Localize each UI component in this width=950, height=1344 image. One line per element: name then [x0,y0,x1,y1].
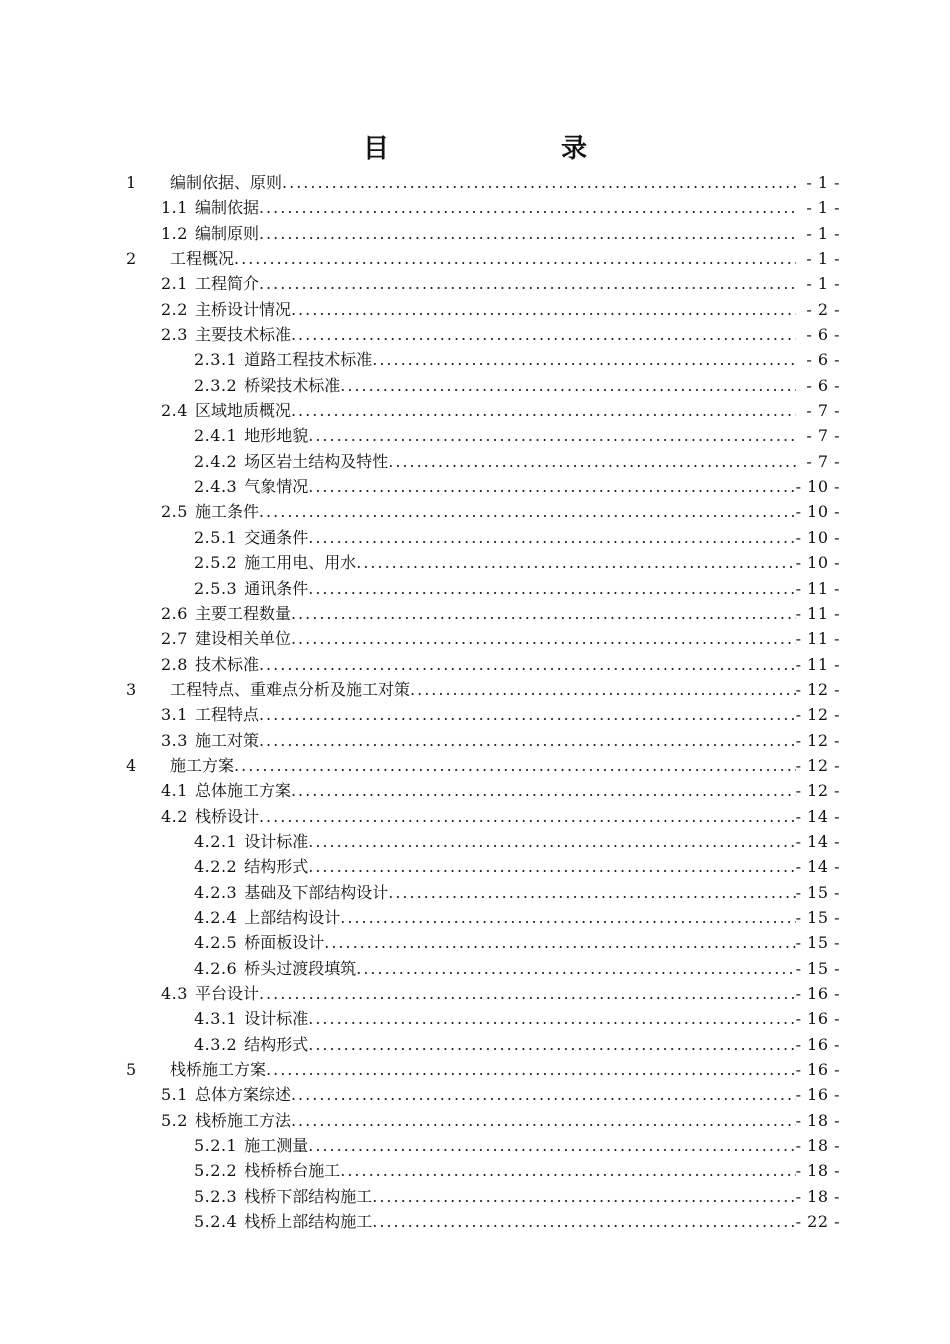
toc-entry[interactable] [120,297,840,322]
toc-entry[interactable] [120,322,840,347]
toc-entry-number: 5 [126,1060,137,1080]
toc-entry-label: 设计标准 [244,831,309,851]
toc-dot-leader [372,347,796,372]
toc-entry-page: - 7 - [806,451,840,471]
toc-entry-label: 工程概况 [170,249,235,269]
toc-entry-label: 结构形式 [244,1034,309,1054]
toc-entry-number: 4.1 [161,781,188,801]
toc-dot-leader [308,423,796,448]
toc-entry-page: - 16 - [795,1060,840,1080]
toc-entry-page: - 7 - [806,426,840,446]
toc-dot-leader [308,576,795,601]
toc-entry-page: - 1 - [806,249,840,269]
toc-entry[interactable] [120,956,840,981]
toc-entry[interactable] [120,601,840,626]
toc-dot-leader [356,550,795,575]
toc-entry-label: 施工条件 [194,502,259,522]
toc-dot-leader [356,956,795,981]
toc-entry-label: 交通条件 [244,527,309,547]
toc-entry-number: 4 [126,755,137,775]
toc-entry-number: 4.2.5 [194,933,238,953]
toc-entry-page: - 14 - [795,857,840,877]
toc-dot-leader [259,981,796,1006]
toc-entry[interactable] [120,880,840,905]
toc-entry-page: - 1 - [806,173,840,192]
toc-entry-page: - 15 - [795,882,840,902]
toc-entry-page: - 1 - [806,198,840,218]
toc-entry[interactable] [120,271,840,296]
toc-entry-label: 技术标准 [194,654,259,674]
toc-entry-label: 施工对策 [194,730,259,750]
toc-entry-page: - 6 - [806,375,840,395]
toc-entry-label: 平台设计 [194,984,259,1003]
toc-entry-page: - 11 - [795,629,840,649]
toc-entry-page: - 16 - [795,1085,840,1105]
toc-entry-label: 工程简介 [194,274,259,294]
toc-entry-number: 4.2.6 [194,958,238,978]
toc-entry-number: 5.2.1 [194,1136,238,1156]
page-title: 目 录 [362,134,627,164]
toc-entry[interactable] [120,702,840,727]
toc-entry-number: 4.3.1 [194,1009,238,1029]
toc-entry-number: 2.5.1 [194,527,238,547]
toc-dot-leader [291,1082,796,1107]
toc-entry-page: - 12 - [795,705,840,725]
toc-dot-leader [308,1133,795,1158]
toc-entry-page: - 11 - [795,603,840,623]
toc-entry-number: 2.3 [161,325,188,345]
toc-entry-number: 4.2.4 [194,907,238,927]
toc-entry[interactable] [120,1133,840,1158]
toc-entry-page: - 1 - [806,274,840,294]
toc-entry[interactable] [120,804,840,829]
toc-entry-page: - 16 - [795,1009,840,1029]
toc-entry-number: 1.1 [161,198,188,218]
toc-entry-number: 4.3.2 [194,1034,238,1054]
toc-entry-number: 4.2.1 [194,831,238,851]
toc-entry-page: - 16 - [795,1034,840,1054]
table-of-contents [120,170,840,1234]
toc-entry-label: 上部结构设计 [244,907,341,927]
toc-entry-number: 2.5.2 [194,553,238,573]
toc-dot-leader [340,905,795,930]
toc-entry-label: 地形地貌 [244,426,309,446]
toc-dot-leader [340,1158,795,1183]
toc-entry-label: 主要技术标准 [194,325,291,345]
toc-dot-leader [291,297,796,322]
toc-entry-number: 2.5.3 [194,578,238,598]
toc-dot-leader [388,449,796,474]
toc-entry[interactable] [120,829,840,854]
toc-entry-label: 基础及下部结构设计 [244,882,389,902]
toc-entry-label: 结构形式 [244,857,309,877]
toc-entry-page: - 12 - [795,730,840,750]
toc-entry-page: - 14 - [795,806,840,826]
toc-entry-page: - 18 - [795,1136,840,1156]
toc-entry[interactable] [120,1032,840,1057]
toc-entry-label: 施工测量 [244,1136,309,1156]
toc-dot-leader [259,702,796,727]
toc-entry-label: 施工方案 [170,755,235,775]
toc-entry[interactable] [120,728,840,753]
toc-dot-leader [308,829,795,854]
toc-entry-number: 2 [126,249,137,269]
toc-entry-number: 2.6 [161,603,188,623]
toc-entry-page: - 11 - [795,654,840,674]
toc-entry-page: - 15 - [795,958,840,978]
toc-entry-page: - 16 - [795,984,840,1003]
toc-entry-label: 施工用电、用水 [244,553,357,573]
toc-entry[interactable] [120,398,840,423]
toc-entry-label: 工程特点 [194,705,259,725]
toc-entry-label: 设计标准 [244,1009,309,1029]
toc-entry-page: - 6 - [806,325,840,345]
toc-entry-number: 2.3.2 [194,375,238,395]
toc-entry[interactable] [120,195,840,220]
toc-entry-number: 4.2.2 [194,857,238,877]
toc-entry-number: 2.4.2 [194,451,238,471]
toc-entry-label: 建设相关单位 [194,629,291,649]
toc-entry-number: 2.2 [161,299,188,319]
toc-entry-label: 主要工程数量 [194,603,291,623]
toc-entry-label: 总体方案综述 [194,1085,291,1105]
toc-entry-page: - 7 - [806,401,840,421]
toc-entry-page: - 10 - [795,502,840,522]
toc-entry-page: - 18 - [795,1186,840,1206]
toc-entry[interactable] [120,474,840,499]
toc-dot-leader [259,652,796,677]
toc-entry-page: - 10 - [795,527,840,547]
toc-dot-leader [291,322,796,347]
toc-entry-label: 区域地质概况 [194,401,291,421]
toc-dot-leader [410,677,796,702]
toc-entry[interactable] [120,423,840,448]
toc-entry-label: 栈桥下部结构施工 [244,1186,373,1206]
toc-entry[interactable] [120,1006,840,1031]
toc-entry-label: 主桥设计情况 [194,299,291,319]
toc-entry-label: 栈桥施工方案 [170,1060,267,1080]
toc-entry-page: - 18 - [795,1161,840,1181]
toc-entry-label: 场区岩土结构及特性 [244,451,389,471]
toc-entry-number: 2.3.1 [194,350,238,370]
toc-entry-page: - 14 - [795,831,840,851]
toc-entry-page: - 15 - [795,933,840,953]
toc-entry[interactable] [120,576,840,601]
toc-entry-label: 桥梁技术标准 [244,375,341,395]
toc-entry-number: 1 [126,173,137,192]
toc-entry-page: - 10 - [795,553,840,573]
toc-entry-label: 工程特点、重难点分析及施工对策 [170,679,411,699]
toc-entry-number: 5.1 [161,1085,188,1105]
toc-entry-label: 编制原则 [194,223,259,243]
toc-entry[interactable] [120,373,840,398]
toc-entry[interactable] [120,677,840,702]
toc-entry-number: 2.4.3 [194,477,238,497]
toc-entry-label: 栈桥施工方法 [194,1110,291,1130]
toc-entry-number: 3.3 [161,730,188,750]
toc-entry[interactable] [120,449,840,474]
toc-entry-number: 2.7 [161,629,188,649]
toc-dot-leader [291,778,796,803]
toc-entry-number: 5.2.4 [194,1212,238,1232]
toc-entry[interactable] [120,905,840,930]
toc-entry-page: - 2 - [806,299,840,319]
toc-entry-page: - 11 - [795,578,840,598]
toc-entry[interactable] [120,1209,840,1234]
toc-entry-number: 3.1 [161,705,188,725]
toc-entry[interactable] [120,652,840,677]
toc-entry-label: 道路工程技术标准 [244,350,373,370]
toc-entry-label: 总体施工方案 [194,781,291,801]
toc-entry[interactable] [120,753,840,778]
toc-entry-label: 通讯条件 [244,578,309,598]
toc-entry-number: 2.1 [161,274,188,294]
toc-dot-leader [259,804,796,829]
toc-dot-leader [372,1184,795,1209]
toc-entry-label: 桥头过渡段填筑 [244,958,357,978]
toc-entry-page: - 12 - [795,755,840,775]
toc-entry-page: - 15 - [795,907,840,927]
toc-entry-label: 编制依据、原则 [170,173,283,192]
toc-entry-page: - 12 - [795,781,840,801]
toc-entry-number: 2.5 [161,502,188,522]
toc-entry-number: 2.4 [161,401,188,421]
toc-dot-leader [388,880,795,905]
toc-entry-number: 4.2 [161,806,188,826]
toc-dot-leader [308,525,795,550]
toc-dot-leader [282,170,796,195]
toc-entry-label: 桥面板设计 [244,933,325,953]
toc-entry[interactable] [120,170,840,195]
toc-entry-label: 编制依据 [194,198,259,218]
toc-dot-leader [259,195,796,220]
toc-dot-leader [259,728,796,753]
toc-entry[interactable] [120,1184,840,1209]
toc-entry-number: 4.2.3 [194,882,238,902]
toc-dot-leader [259,221,796,246]
toc-entry-label: 栈桥桥台施工 [244,1161,341,1181]
toc-dot-leader [291,601,796,626]
toc-entry-page: - 12 - [795,679,840,699]
toc-entry[interactable] [120,854,840,879]
toc-entry-label: 栈桥设计 [194,806,259,826]
toc-entry-number: 5.2 [161,1110,188,1130]
toc-dot-leader [308,1032,795,1057]
toc-dot-leader [259,271,796,296]
toc-entry[interactable] [120,1108,840,1133]
toc-entry[interactable] [120,1057,840,1082]
toc-dot-leader [324,930,795,955]
toc-entry[interactable] [120,525,840,550]
toc-entry[interactable] [120,246,840,271]
toc-entry-number: 5.2.2 [194,1161,238,1181]
toc-dot-leader [291,1108,796,1133]
toc-entry-page: - 18 - [795,1110,840,1130]
toc-entry[interactable] [120,1158,840,1183]
toc-entry[interactable] [120,221,840,246]
toc-dot-leader [340,373,796,398]
toc-entry-page: - 22 - [795,1212,840,1232]
toc-dot-leader [308,854,795,879]
toc-dot-leader [234,246,796,271]
toc-dot-leader [291,626,796,651]
toc-entry[interactable] [120,981,840,1006]
toc-entry-page: - 1 - [806,223,840,243]
toc-entry[interactable] [120,347,840,372]
toc-entry[interactable] [120,1082,840,1107]
toc-entry[interactable] [120,626,840,651]
toc-entry-number: 5.2.3 [194,1186,238,1206]
toc-entry[interactable] [120,550,840,575]
toc-entry[interactable] [120,499,840,524]
toc-dot-leader [259,499,796,524]
toc-entry-number: 4.3 [161,984,188,1003]
toc-entry-page: - 10 - [795,477,840,497]
toc-entry-number: 2.8 [161,654,188,674]
toc-dot-leader [234,753,796,778]
toc-entry-number: 1.2 [161,223,188,243]
toc-entry-label: 气象情况 [244,477,309,497]
toc-entry-label: 栈桥上部结构施工 [244,1212,373,1232]
toc-entry[interactable] [120,930,840,955]
toc-entry-number: 2.4.1 [194,426,238,446]
toc-entry[interactable] [120,778,840,803]
toc-dot-leader [291,398,796,423]
toc-entry-number: 3 [126,679,137,699]
toc-dot-leader [308,1006,795,1031]
toc-entry-page: - 6 - [806,350,840,370]
toc-dot-leader [308,474,795,499]
toc-dot-leader [266,1057,796,1082]
toc-dot-leader [372,1209,795,1234]
